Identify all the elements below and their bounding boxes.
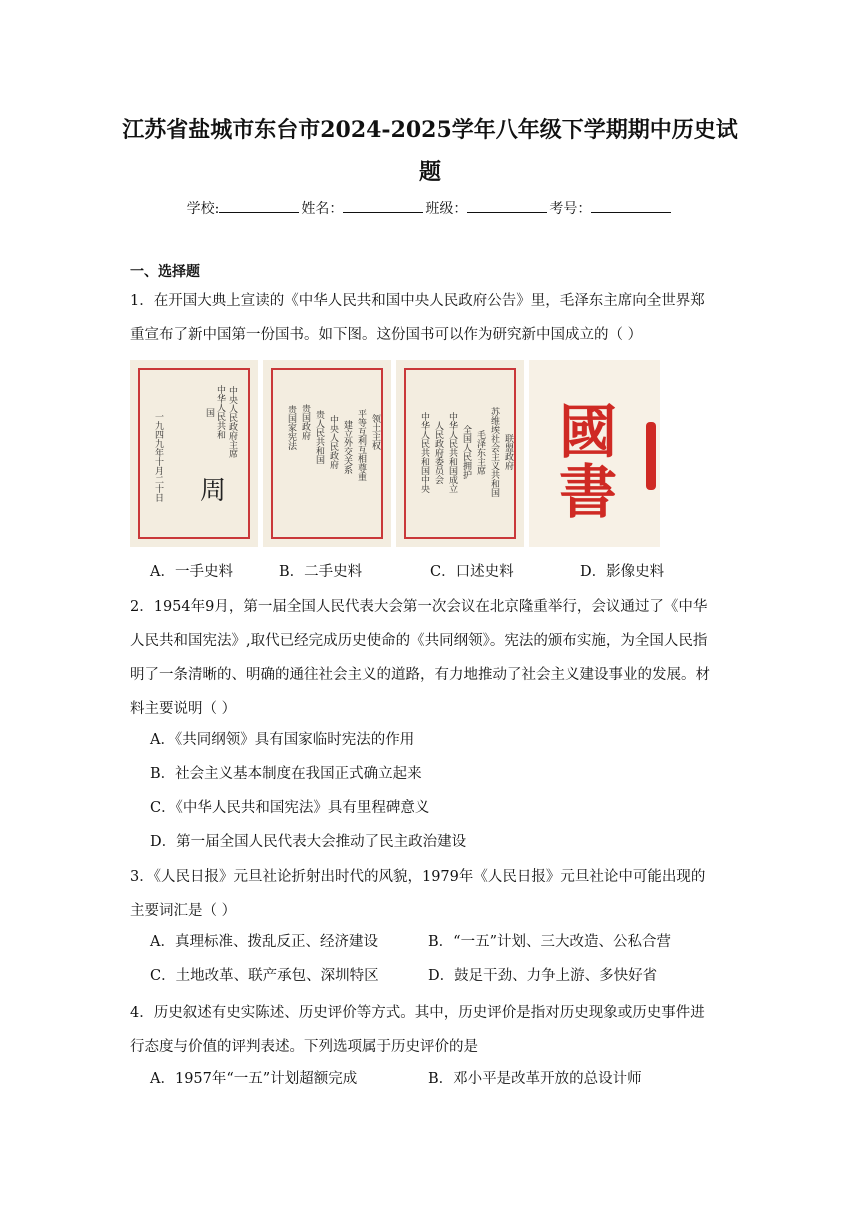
q4-option-a[interactable]: A．1957年“一五”计划超额完成 bbox=[150, 1071, 358, 1087]
seal-char: 書 bbox=[559, 458, 618, 526]
guoshu-seal-page bbox=[529, 360, 660, 547]
question-1-line: 重宣布了新中国第一份国书。如下图。这份国书可以作为研究新中国成立的（ ） bbox=[130, 327, 643, 343]
name-label: 姓名： bbox=[301, 201, 344, 217]
seal-mark bbox=[646, 422, 656, 490]
question-3-line: 主要词汇是（ ） bbox=[130, 903, 237, 919]
q3-option-d[interactable]: D．鼓足干劲、力争上游、多快好省 bbox=[428, 968, 658, 984]
q1-option-c[interactable]: C．口述史料 bbox=[430, 564, 514, 580]
question-1-stem bbox=[130, 284, 730, 352]
seal-char: 國 bbox=[559, 398, 618, 466]
exam-number-label: 考号： bbox=[549, 201, 592, 217]
school-field[interactable] bbox=[219, 196, 299, 213]
question-2-line: 人民共和国宪法》,取代已经完成历史使命的《共同纲领》。宪法的颁布实施，为全国人民指 bbox=[130, 633, 708, 649]
guoshu-image bbox=[130, 360, 660, 547]
class-field[interactable] bbox=[467, 196, 547, 213]
class-label: 班级： bbox=[425, 201, 468, 217]
guoshu-page-3: 中华人民共和国中央 人民政府委员会 中华人民共和国成立 全国人民拥护 毛泽东主席 苏维埃社会主义共和国 联盟政府 bbox=[396, 360, 524, 547]
q3-option-b[interactable]: B．“一五”计划、三大改造、公私合营 bbox=[428, 934, 671, 950]
exam-title-line1: 江苏省盐城市东台市2024-2025学年八年级下学期期中历史试 bbox=[122, 117, 738, 143]
question-3-stem bbox=[130, 860, 730, 928]
q1-option-d[interactable]: D．影像史料 bbox=[580, 564, 665, 580]
q2-option-b[interactable]: B．社会主义基本制度在我国正式确立起来 bbox=[150, 766, 422, 782]
question-2-line: 2．1954年9月，第一届全国人民代表大会第一次会议在北京隆重举行，会议通过了《中华 bbox=[130, 599, 708, 615]
question-2-stem bbox=[130, 590, 730, 726]
q3-option-a[interactable]: A．真理标准、拨乱反正、经济建设 bbox=[150, 934, 378, 950]
q4-option-b[interactable]: B．邓小平是改革开放的总设计师 bbox=[428, 1071, 642, 1087]
q2-option-c[interactable]: C．《中华人民共和国宪法》具有里程碑意义 bbox=[150, 800, 430, 816]
exam-title-line2: 题 bbox=[418, 159, 441, 185]
question-4-stem bbox=[130, 996, 730, 1064]
school-label: 学校: bbox=[186, 201, 220, 217]
question-2-line: 明了一条清晰的、明确的通往社会主义的道路，有力地推动了社会主义建设事业的发展。材 bbox=[130, 667, 710, 683]
exam-number-field[interactable] bbox=[591, 196, 671, 213]
question-3-line: 3．《人民日报》元旦社论折射出时代的风貌，1979年《人民日报》元旦社论中可能出现的 bbox=[130, 869, 706, 885]
question-2-line: 料主要说明（ ） bbox=[130, 701, 237, 717]
question-4-line: 4．历史叙述有史实陈述、历史评价等方式。其中，历史评价是指对历史现象或历史事件进 bbox=[130, 1005, 705, 1021]
q2-option-a[interactable]: A．《共同纲领》具有国家临时宪法的作用 bbox=[150, 732, 415, 748]
student-info-line bbox=[0, 196, 860, 221]
guoshu-page-1: 一九四九年十月二十日 中华人民共和国 中央人民政府主席 周 bbox=[130, 360, 258, 547]
name-field[interactable] bbox=[343, 196, 423, 213]
q1-option-a[interactable]: A．一手史料 bbox=[150, 564, 233, 580]
guoshu-page-2: 贵国家宪法 贵国政府 贵人民共和国 中央人民政府 建立外交关系 平等互利互相尊重 领土主权 bbox=[263, 360, 391, 547]
question-1-line: 1．在开国大典上宣读的《中华人民共和国中央人民政府公告》里，毛泽东主席向全世界郑 bbox=[130, 293, 705, 309]
q3-option-c[interactable]: C．土地改革、联产承包、深圳特区 bbox=[150, 968, 379, 984]
q2-option-d[interactable]: D．第一届全国人民代表大会推动了民主政治建设 bbox=[150, 834, 467, 850]
section-title: 一、选择题 bbox=[130, 264, 200, 280]
q1-option-b[interactable]: B．二手史料 bbox=[279, 564, 363, 580]
question-4-line: 行态度与价值的评判表述。下列选项属于历史评价的是 bbox=[130, 1039, 478, 1055]
